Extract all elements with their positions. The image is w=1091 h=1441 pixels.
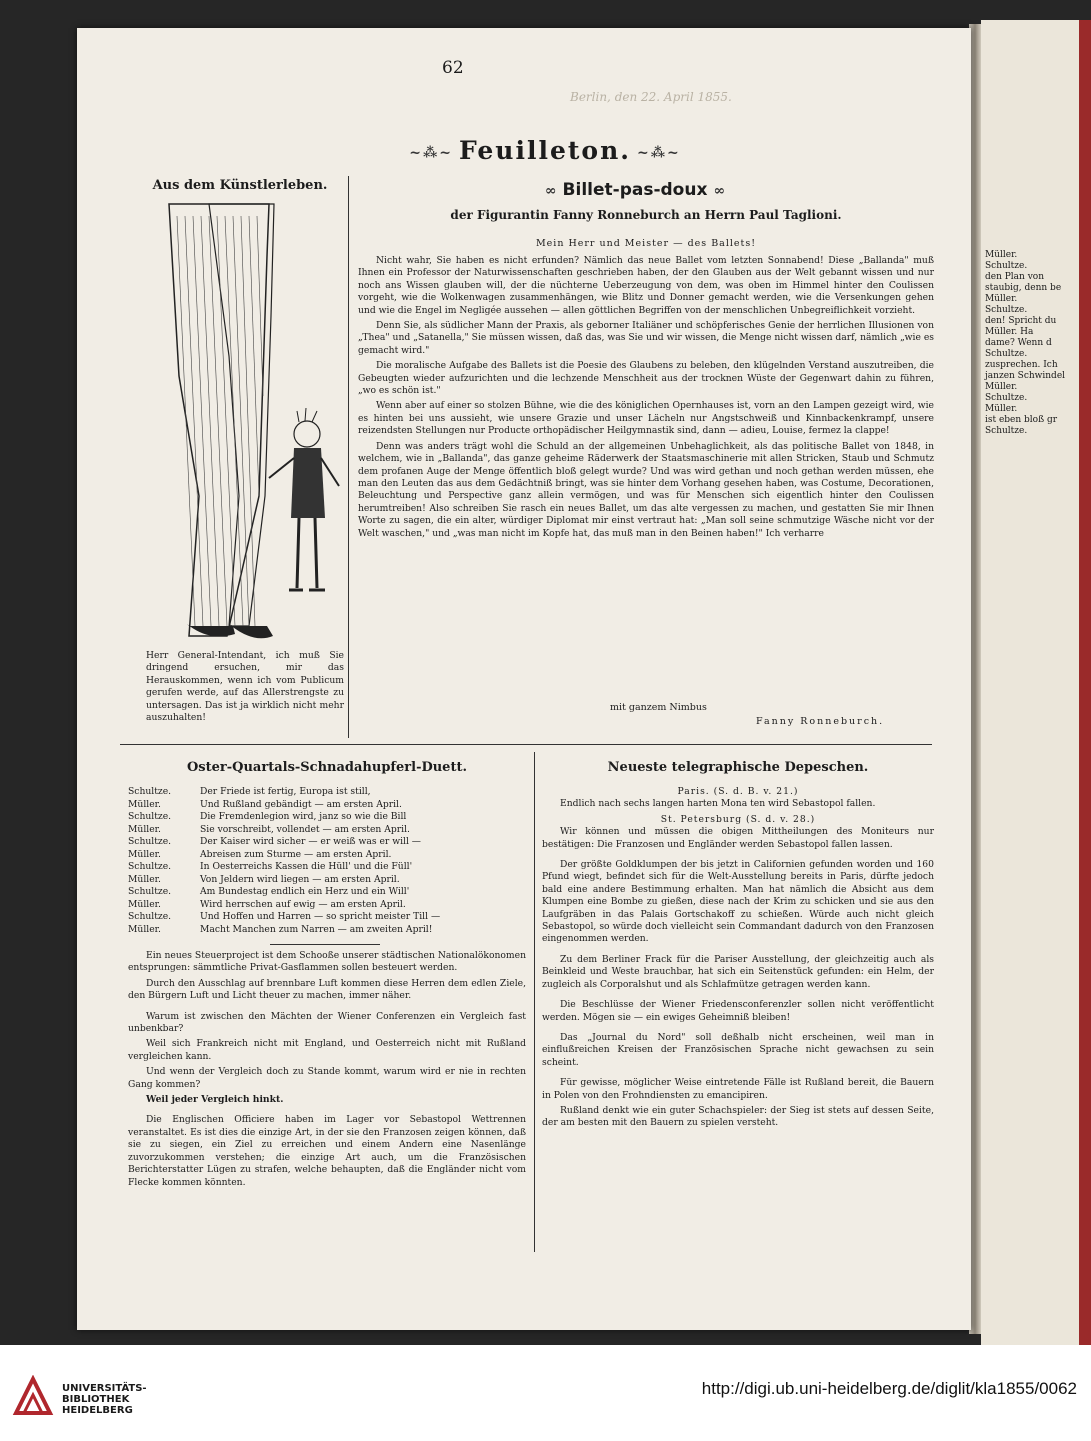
duet-row: Schultze. Der Friede ist fertig, Europa ist still, (128, 786, 371, 797)
adjacent-page (981, 20, 1091, 1345)
note-paragraph: Warum ist zwischen den Mächten der Wiener Conferenzen ein Vergleich fast unbenkbar? (128, 1010, 526, 1035)
duet-row: Schultze. In Oesterreichs Kassen die Hüll' und die Füll' (128, 861, 413, 872)
duet-row: Schultze. Und Hoffen und Harren — so spricht meister Till — (128, 911, 441, 922)
duet-row: Schultze. Die Fremdenlegion wird, janz so wie die Bill (128, 811, 407, 822)
duet-row: Müller. Wird herrschen auf ewig — am ersten April. (128, 898, 406, 910)
duet-row: Müller. Abreisen zum Sturme — am ersten April. (128, 848, 392, 860)
feuilleton-title (320, 136, 770, 165)
library-name[interactable]: UNIVERSITÄTS- BIBLIOTHEK HEIDELBERG (62, 1383, 147, 1416)
billet-title: ∞ Billet-pas-doux ∞ (544, 180, 726, 200)
dispatch-text: Wir können und müssen die obigen Mittheilungen des Moniteurs nur bestätigen: Die Franzosen und Engländer werden Sebastopol fallen lassen. (542, 826, 934, 850)
ornament-left-icon: ~⁂~ (409, 144, 454, 161)
caricature-caption: Herr General-Intendant, ich muß Sie dringend ersuchen, mir das Herauskommen, wenn ich vom Publicum gerufen werde, auf das Allerstrengste zu untersagen. Das ist ja wirklich nicht mehr auszuhalten! (146, 650, 344, 724)
duet-row: Müller. Sie vorschreibt, vollendet — am ersten April. (128, 823, 410, 835)
billet-body (358, 255, 934, 543)
note-paragraph: Die Englischen Officiere haben im Lager vor Sebastopol Wettrennen veranstaltet. Es ist dies die einzige Art, in der sie den Franzosen zeigen können, daß sie zu siegen, ein Ziel zu erreichen und einem Andern eine Nasenlänge zuvorzukommen verstehen; die einzige Art auch, um die Französischen Berichterstatter Lügen zu strafen, welche behaupten, daß die Engländer nicht vom Flecke kommen könnten. (128, 1114, 526, 1188)
note-paragraph: Weil jeder Vergleich hinkt. (146, 1094, 284, 1106)
depeschen-paragraph: Das „Journal du Nord" soll deßhalb nicht erscheinen, weil man in einflußreichen Kreisen der Französischen Sprache nicht gewachsen zu sein scheint. (542, 1031, 934, 1068)
column-divider-lower (534, 752, 535, 1252)
duet-row: Schultze. Am Bundestag endlich ein Herz und ein Will' (128, 886, 410, 897)
duet-title: Oster-Quartals-Schnadahupferl-Duett. (186, 760, 467, 775)
depeschen-paragraph: Die Beschlüsse der Wiener Friedensconferenzler sollen nicht veröffentlicht werden. Mögen sie — ein ewiges Geheimniß bleiben! (542, 999, 934, 1023)
duet-row: Schultze. Der Kaiser wird sicher — er weiß was er will — (128, 836, 421, 847)
book-edge (1079, 20, 1091, 1345)
kuenstlerleben-title: Aus dem Künstlerleben. (152, 178, 328, 193)
ornament-right-icon: ~⁂~ (636, 144, 681, 161)
note-paragraph: Und wenn der Vergleich doch zu Stande kommt, warum wird er nie in rechten Gang kommen? (128, 1066, 526, 1090)
billet-paragraph: Denn was anders trägt wohl die Schuld an der allgemeinen Unbehaglichkeit, als das politische Ballet von 1848, in welchem, wie in „Ballanda", das ganze geheime Räderwerk der Staatsmaschinerie mit allen Stricken, Staub und Schmutz dem profanen Auge der Menge öffentlich bloß gelegt wurde? Und was wird gethan und noch gethan werden müssen, ehe man den Leuten das aus dem Gedächtniß bringt, was sie hinter dem Vorhang gesehen haben, was Costume, Decorationen, Beleuchtung und Perspective ganz allein vermögen, und was für Menschen sich eigentlich hinter den Coulissen herumtreiben! Also schreiben Sie rasch ein neues Ballet, um das alte vergessen zu machen, und gestatten Sie mir Ihnen Worte zu sagen, die ein alter, würdiger Diplomat mir einst vertraut hat: „Man soll seine schmutzige Wäsche nicht vor der Welt waschen," und „was man nicht im Kopfe hat, das muß man in den Beinen haben!" Ich verharre (358, 440, 934, 539)
university-logo-icon (12, 1375, 54, 1417)
duet-verses (128, 786, 526, 936)
billet-paragraph: Denn Sie, als südlicher Mann der Praxis, als geborner Italiäner und schöpferisches Genie der herrlichen Illusionen von „Thea" und „Satanella," Sie müssen wissen, daß das, was Sie und wir wissen, die Menge nicht wissen darf, nämlich „wie es gemacht wird." (358, 320, 934, 356)
short-divider (270, 944, 380, 945)
note-paragraph: Durch den Ausschlag auf brennbare Luft kommen diese Herren dem edlen Ziele, den Bürgern Luft und Licht theuer zu machen, immer näher. (128, 977, 526, 1002)
billet-paragraph: Die moralische Aufgabe des Ballets ist die Poesie des Glaubens zu beleben, den klügelnden Verstand auszutreiben, die Gebeugten wieder aufzurichten und die lechzende Menschheit aus der trocknen Wüste der Gegenwart dahin zu führen, „wo es schön ist." (358, 360, 934, 397)
duet-row: Müller. Und Rußland gebändigt — am ersten April. (128, 798, 402, 810)
duet-notes (128, 950, 526, 1192)
page-number: 62 (442, 58, 464, 78)
depeschen-paragraph: Für gewisse, möglicher Weise eintretende Fälle ist Rußland bereit, die Bauern in Polen von den Frohndiensten zu emancipiren. (542, 1077, 934, 1101)
feuilleton-title-text: Feuilleton. (459, 136, 631, 165)
depeschen-paragraph: Der größte Goldklumpen der bis jetzt in Californien gefunden worden und 160 Pfund wiegt, befindet sich für die Welt-Ausstellung bereits in Paris, dürfte jedoch bald eine andere Bestimmung erhalten. Man hat nämlich die Absicht aus dem Klumpen eine Bombe zu gießen, diese nach der Krim zu schicken und sie aus den Laufgräben in das Palais Gortschakoff zu schießen. Würde auch nicht gleich Sebastopol, so würde doch vielleicht sein Commandant dadurch von den Franzosen eingenommen werden. (542, 859, 934, 945)
duet-row: Müller. Von Jeldern wird liegen — am ersten April. (128, 873, 400, 885)
billet-paragraph: Nicht wahr, Sie haben es nicht erfunden? Nämlich das neue Ballet vom letzten Sonnabend! Diese „Ballanda" muß Ihnen ein Professor der Naturwissenschaften geschrieben haben, der den Glauben aus der Welt gebannt wissen und nur noch ans Wissen glauben will, der die nüchterne Ueberzeugung von dem, was oben im Himmel hinter den Coulissen vorgeht, wie die Wolkenwagen zusammenhängen, wie Blitz und Donner gemacht werden, wie die Versenkungen gehen und wie die Engel im Negligée aussehen — allen göttlichen Begriffen von der menschlichen Unbegreiflichkeit vorzieht. (358, 255, 934, 316)
column-divider (348, 176, 349, 738)
depeschen-paragraph: Rußland denkt wie ein guter Schachspieler: der Sieg ist stets auf dessen Seite, der am besten mit den Bauern zu spielen versteht. (542, 1104, 934, 1129)
dispatch-text: Endlich nach sechs langen harten Mona ten wird Sebastopol fallen. (560, 798, 876, 810)
duet-row: Müller. Macht Manchen zum Narren — am zweiten April! (128, 923, 433, 935)
depeschen-title: Neueste telegraphische Depeschen. (607, 760, 869, 775)
billet-ornament-left-icon: ∞ (544, 182, 557, 199)
dispatch-dateline: St. Petersburg (S. d. v. 28.) (660, 813, 816, 825)
note-paragraph: Weil sich Frankreich nicht mit England, und Oesterreich nicht mit Rußland vergleichen kann. (128, 1038, 526, 1062)
permalink-url[interactable]: http://digi.ub.uni-heidelberg.de/diglit/kla1855/0062 (701, 1379, 1077, 1398)
billet-paragraph: Wenn aber auf einer so stolzen Bühne, wie die des königlichen Opernhauses ist, vorn an den Lampen gezeigt wird, wie es hinten bei uns aussieht, wie unsere Grazie und unser Lächeln nur Angstschweiß und Kinnbackenkrampf, unsere reizendsten Stellungen nur Producte orthopädischer Heilgymnastik sind, dann — adieu, Louise, fermez la clappe! (358, 400, 934, 437)
dispatch-dateline: Paris. (S. d. B. v. 21.) (677, 786, 799, 797)
note-paragraph: Ein neues Steuerproject ist dem Schooße unserer städtischen Nationalökonomen entsprungen: sämmtliche Privat-Gasflammen sollen besteuert werden. (128, 950, 526, 974)
billet-ornament-right-icon: ∞ (713, 182, 726, 199)
depeschen-body (542, 786, 934, 1133)
billet-subtitle: der Figurantin Fanny Ronneburch an Herrn Paul Taglioni. (450, 208, 842, 222)
billet-signature: Fanny Ronneburch. (756, 716, 885, 727)
faded-header: Berlin, den 22. April 1855. (570, 90, 732, 104)
adjacent-page-text: Müller. Schultze. den Plan von staubig, denn be Müller. Schultze. den! Spricht du Müller. Ha dame? Wenn d Schultze. zusprechen. Ich janzen Schwindel Müller. Schultze. Müller. ist eben bloß gr Schultze. (985, 250, 1066, 436)
billet-closing: mit ganzem Nimbus (610, 702, 707, 713)
depeschen-paragraph: Zu dem Berliner Frack für die Pariser Ausstellung, der gleichzeitig auch als Beinkleid und Weste brauchbar, hat sich ein Seitenstück gefunden: ein Helm, der zugleich als Corporalshut und als Schlafmütze getragen werden kann. (542, 953, 934, 990)
billet-salutation: Mein Herr und Meister — des Ballets! (535, 238, 757, 249)
caricature-illustration (149, 196, 349, 644)
section-divider (120, 744, 932, 745)
